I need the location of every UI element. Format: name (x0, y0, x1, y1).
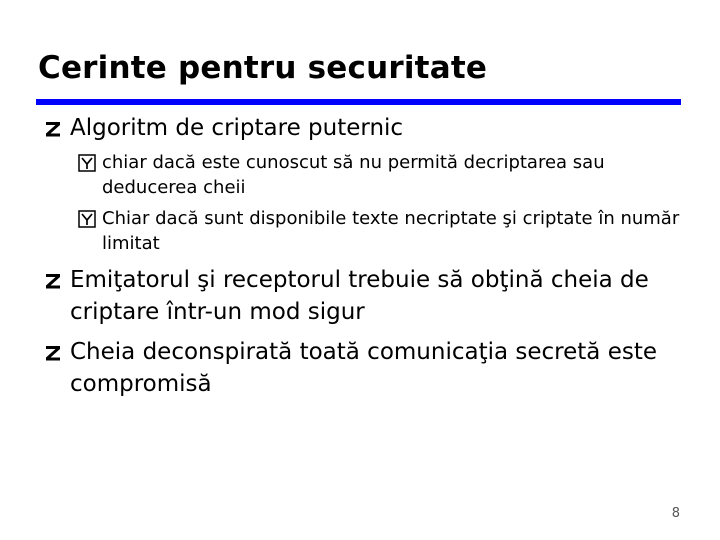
bullet-item (44, 336, 694, 400)
title-underline (36, 99, 681, 105)
bullet-item (44, 264, 694, 328)
bullet-text: Emiţatorul şi receptorul trebuie să obţină cheia de criptare într-un mod sigur (70, 267, 649, 325)
sub-bullet-item (78, 150, 694, 200)
sub-bullet-text: chiar dacă este cunoscut să nu permită decriptarea sau deducerea cheii (102, 152, 605, 198)
sub-bullet-item (78, 206, 694, 256)
bullet-text: Cheia deconspirată toată comunicaţia secretă este compromisă (70, 339, 658, 397)
z-bullet-icon (44, 120, 62, 138)
bullet-list (44, 112, 694, 400)
z-bullet-icon (44, 344, 62, 362)
sub-bullet-text: Chiar dacă sunt disponibile texte necriptate şi criptate în număr limitat (102, 208, 680, 254)
page-number: 8 (671, 506, 680, 521)
z-bullet-icon (44, 272, 62, 290)
bullet-text: Algoritm de criptare puternic (70, 115, 404, 141)
y-bullet-icon (78, 154, 96, 172)
y-bullet-icon (78, 210, 96, 228)
bullet-item (44, 112, 694, 144)
slide-title: Cerinte pentru securitate (38, 50, 488, 86)
